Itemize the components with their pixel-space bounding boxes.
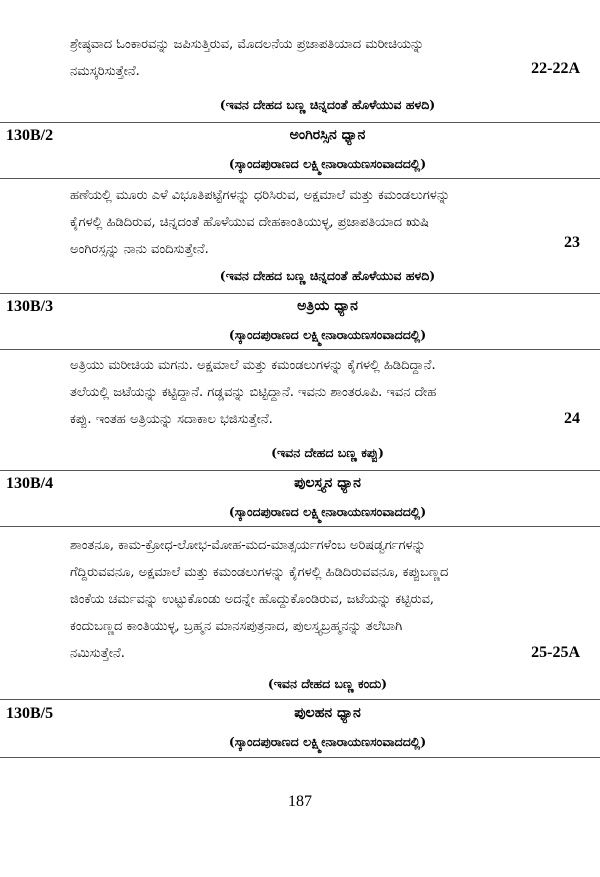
section-divider — [0, 178, 600, 179]
text-line: ಅತ್ರಿಯು ಮರೀಚಿಯ ಮಗನು. ಅಕ್ಷಮಾಲೆ ಮತ್ತು ಕಮಂಡಲುಗಳನ್ನು ಕೈಗಳಲ್ಲಿ ಹಿಡಿದಿದ್ದಾನೆ. — [70, 358, 436, 373]
verse-number: 25-25A — [531, 644, 580, 661]
page-number: 187 — [288, 793, 312, 810]
section-divider — [0, 122, 600, 123]
section-number: 130B/3 — [6, 298, 54, 315]
text-line: ಕಂದುಬಣ್ಣದ ಕಾಂತಿಯುಳ್ಳ, ಬ್ರಹ್ಮನ ಮಾನಸಪುತ್ರನಾದ, ಪುಲಸ್ತ್ಯಬ್ರಹ್ಮನನ್ನು ತಲೆಬಾಗಿ — [70, 619, 403, 634]
color-note: (ಇವನ ದೇಹದ ಬಣ್ಣ ಕಪ್ಪು) — [271, 445, 384, 460]
section-source: (ಸ್ಕಾಂದಪುರಾಣದ ಲಕ್ಷ್ಮೀನಾರಾಯಣಸಂವಾದದಲ್ಲಿ) — [228, 156, 427, 171]
text-line: ಕಪ್ಪು. ಇಂತಹ ಅತ್ರಿಯನ್ನು ಸದಾಕಾಲ ಭಜಿಸುತ್ತೇನೆ. — [70, 412, 273, 427]
text-line: ಹಣೆಯಲ್ಲಿ ಮೂರು ಎಳೆ ವಿಭೂತಿಪಟ್ಟೆಗಳನ್ನು ಧರಿಸಿರುವ, ಅಕ್ಷಮಾಲೆ ಮತ್ತು ಕಮಂಡಲುಗಳನ್ನು — [70, 188, 450, 203]
section-number: 130B/4 — [6, 475, 54, 492]
verse-number: 23 — [564, 234, 580, 251]
section-divider — [0, 293, 600, 294]
section-source: (ಸ್ಕಾಂದಪುರಾಣದ ಲಕ್ಷ್ಮೀನಾರಾಯಣಸಂವಾದದಲ್ಲಿ) — [228, 734, 427, 749]
text-line: ಜಿಂಕೆಯ ಚರ್ಮವನ್ನು ಉಟ್ಟುಕೊಂಡು ಅದನ್ನೇ ಹೊದ್ದುಕೊಂಡಿರುವ, ಜಟೆಯನ್ನು ಕಟ್ಟಿರುವ, — [70, 592, 435, 607]
section-title: ಅಂಗಿರಸ್ಸಿನ ಧ್ಯಾನ — [289, 127, 366, 143]
text-line: ಶಾಂತನೂ, ಕಾಮ-ಕ್ರೋಧ-ಲೋಭ-ಮೋಹ-ಮದ-ಮಾತ್ಸರ್ಯಗಳೆಂಬ ಅರಿಷಡ್ವರ್ಗಗಳನ್ನು — [70, 538, 426, 553]
color-note: (ಇವನ ದೇಹದ ಬಣ್ಣ ಚಿನ್ನದಂತೆ ಹೊಳೆಯುವ ಹಳದಿ) — [219, 268, 436, 283]
color-note: (ಇವನ ದೇಹದ ಬಣ್ಣ ಕಂದು) — [267, 676, 388, 691]
text-line: ನಮಸ್ಕರಿಸುತ್ತೇನೆ. — [70, 64, 140, 79]
section-title: ಪುಲಸ್ತ್ಯನ ಧ್ಯಾನ — [294, 475, 361, 491]
text-line: ಅಂಗಿರಸ್ಸನ್ನು ನಾನು ವಂದಿಸುತ್ತೇನೆ. — [70, 242, 209, 257]
section-source: (ಸ್ಕಾಂದಪುರಾಣದ ಲಕ್ಷ್ಮೀನಾರಾಯಣಸಂವಾದದಲ್ಲಿ) — [228, 327, 427, 342]
section-divider — [0, 526, 600, 527]
section-title: ಪುಲಹನ ಧ್ಯಾನ — [294, 705, 361, 721]
text-line: ತಲೆಯಲ್ಲಿ ಜಟೆಯನ್ನು ಕಟ್ಟಿದ್ದಾನೆ. ಗಡ್ಡವನ್ನು ಬಿಟ್ಟಿದ್ದಾನೆ. ಇವನು ಶಾಂತರೂಪಿ. ಇವನ ದೇಹ — [70, 385, 437, 400]
text-line: ನಮಿಸುತ್ತೇನೆ. — [70, 646, 125, 661]
section-divider — [0, 699, 600, 700]
verse-number: 24 — [564, 410, 580, 427]
paragraph-angiras — [70, 182, 585, 263]
section-divider — [0, 470, 600, 471]
color-note: (ಇವನ ದೇಹದ ಬಣ್ಣ ಚಿನ್ನದಂತೆ ಹೊಳೆಯುವ ಹಳದಿ) — [219, 97, 436, 112]
section-number: 130B/5 — [6, 705, 54, 722]
section-title: ಅತ್ರಿಯ ಧ್ಯಾನ — [297, 298, 358, 314]
section-number: 130B/2 — [6, 127, 54, 144]
section-divider — [0, 349, 600, 350]
verse-number: 22-22A — [531, 60, 580, 77]
text-line: ಗೆದ್ದಿರುವವನೂ, ಅಕ್ಷಮಾಲೆ ಮತ್ತು ಕಮಂಡಲುಗಳನ್ನು ಕೈಗಳಲ್ಲಿ ಹಿಡಿದಿರುವವನೂ, ಕಪ್ಪುಬಣ್ಣದ — [70, 565, 449, 580]
text-line: ಶ್ರೇಷ್ಠವಾದ ಓಂಕಾರವನ್ನು ಜಪಿಸುತ್ತಿರುವ, ಮೊದಲನೆಯ ಪ್ರಜಾಪತಿಯಾದ ಮರೀಚಿಯನ್ನು — [70, 37, 424, 52]
paragraph-marichi-end — [70, 31, 585, 85]
text-line: ಕೈಗಳಲ್ಲಿ ಹಿಡಿದಿರುವ, ಚಿನ್ನದಂತೆ ಹೊಳೆಯುವ ದೇಹಕಾಂತಿಯುಳ್ಳ, ಪ್ರಜಾಪತಿಯಾದ ಋಷಿ — [70, 215, 429, 230]
section-divider — [0, 757, 600, 758]
section-source: (ಸ್ಕಾಂದಪುರಾಣದ ಲಕ್ಷ್ಮೀನಾರಾಯಣಸಂವಾದದಲ್ಲಿ) — [228, 504, 427, 519]
paragraph-atri — [70, 352, 585, 433]
paragraph-pulastya — [70, 532, 585, 667]
